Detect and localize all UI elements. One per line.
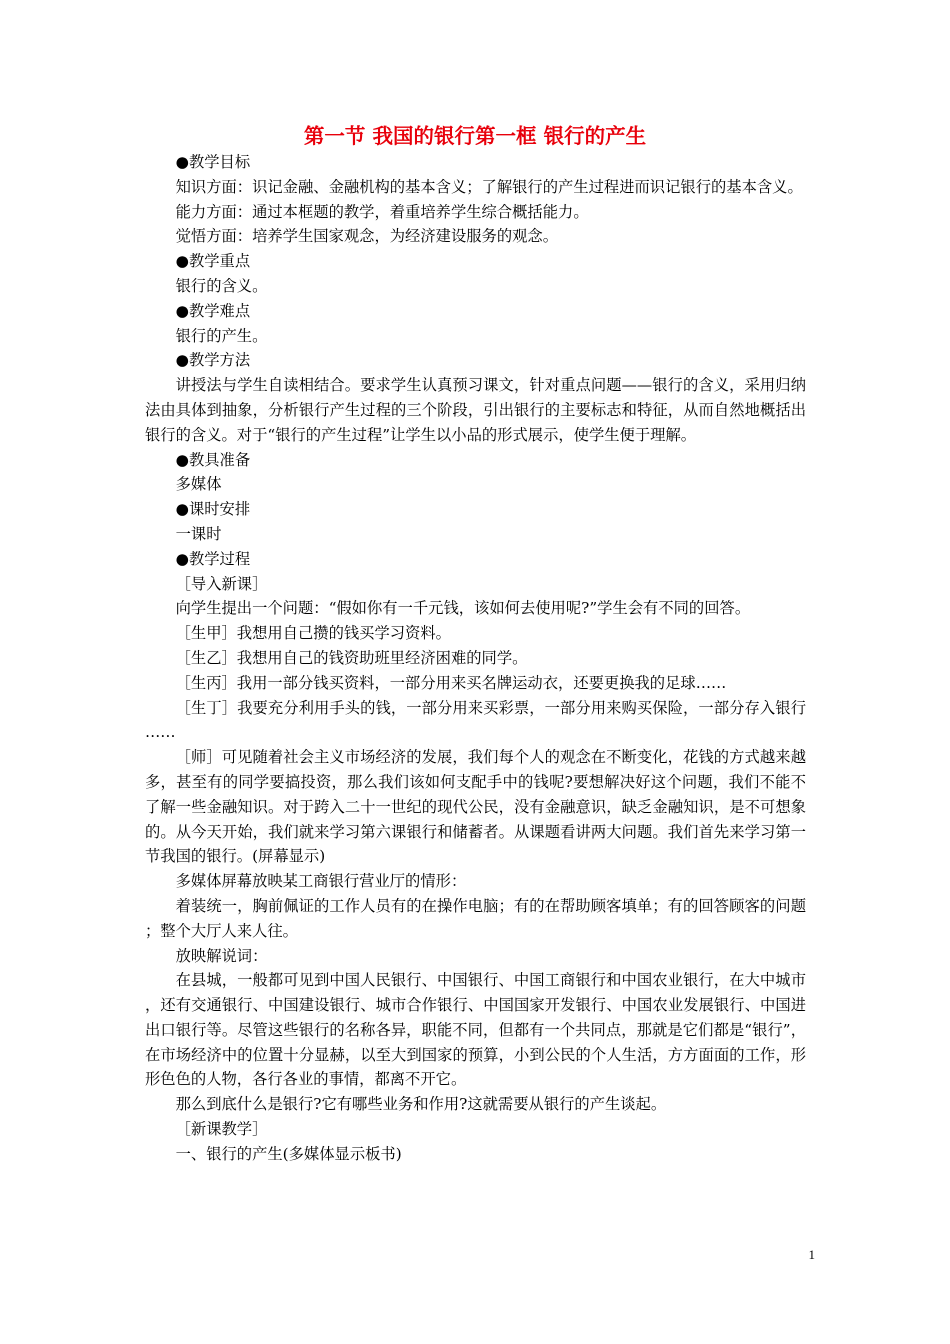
paragraph: 向学生提出一个问题：“假如你有一千元钱，该如何去使用呢?”学生会有不同的回答。 xyxy=(175,599,751,618)
paragraph: ●教具准备 xyxy=(175,450,251,469)
paragraph: ●教学难点 xyxy=(175,301,251,320)
paragraph: 银行的含义。 xyxy=(175,276,268,295)
paragraph: ●教学目标 xyxy=(175,153,251,171)
paragraph: ●课时安排 xyxy=(175,500,251,519)
paragraph: ●教学重点 xyxy=(175,252,251,271)
paragraph: 知识方面：识记金融、金融机构的基本含义；了解银行的产生过程进而识记银行的基本含义。 xyxy=(175,177,803,196)
paragraph: ［生乙］我想用自己的钱资助班里经济困难的同学。 xyxy=(175,648,528,667)
paragraph: ［新课教学］ xyxy=(175,1120,268,1139)
paragraph: ●教学方法 xyxy=(175,351,251,370)
paragraph: 放映解说词： xyxy=(175,946,268,965)
paragraph: ［生丁］我要充分利用手头的钱，一部分用来买彩票，一部分用来购买保险，一部分存入银行…… xyxy=(145,698,806,742)
document-body xyxy=(145,150,806,1167)
paragraph: 那么到底什么是银行?它有哪些业务和作用?这就需要从银行的产生谈起。 xyxy=(175,1095,667,1114)
page-number: 1 xyxy=(808,1247,815,1262)
paragraph: ［生甲］我想用自己攒的钱买学习资料。 xyxy=(175,624,451,643)
paragraph: 着装统一，胸前佩证的工作人员有的在操作电脑；有的在帮助顾客填单；有的回答顾客的问题；整个大厅人来人往。 xyxy=(145,896,806,940)
paragraph: 一、银行的产生(多媒体显示板书) xyxy=(175,1144,402,1163)
paragraph: 讲授法与学生自读相结合。要求学生认真预习课文，针对重点问题——银行的含义，采用归纳法由具体到抽象，分析银行产生过程的三个阶段，引出银行的主要标志和特征，从而自然地概括出银行的含义。对于“银行的产生过程”让学生以小品的形式展示，使学生便于理解。 xyxy=(145,376,806,444)
paragraph: 能力方面：通过本框题的教学，着重培养学生综合概括能力。 xyxy=(175,202,589,221)
paragraph: 多媒体屏幕放映某工商银行营业厅的情形： xyxy=(175,872,467,891)
paragraph: ［师］可见随着社会主义市场经济的发展，我们每个人的观念在不断变化，花钱的方式越来越多，甚至有的同学要搞投资，那么我们该如何支配手中的钱呢?要想解决好这个问题，我们不能不了解一些金融知识。对于跨入二十一世纪的现代公民，没有金融意识，缺乏金融知识，是不可想象的。从今天开始，我们就来学习第六课银行和储蓄者。从课题看讲两大问题。我们首先来学习第一节我国的银行。(屏幕显示) xyxy=(145,748,806,866)
paragraph: 多媒体 xyxy=(175,475,222,494)
paragraph: 银行的产生。 xyxy=(175,326,268,345)
page-title: 第一节 我国的银行第一框 银行的产生 xyxy=(303,124,647,148)
paragraph: ［导入新课］ xyxy=(175,574,268,593)
paragraph: ●教学过程 xyxy=(175,549,251,568)
paragraph: 一课时 xyxy=(175,524,222,543)
paragraph: ［生丙］我用一部分钱买资料，一部分用来买名牌运动衣，还要更换我的足球…… xyxy=(175,673,727,692)
paragraph: 觉悟方面：培养学生国家观念，为经济建设服务的观念。 xyxy=(175,227,559,246)
paragraph: 在县城，一般都可见到中国人民银行、中国银行、中国工商银行和中国农业银行，在大中城市，还有交通银行、中国建设银行、城市合作银行、中国国家开发银行、中国农业发展银行、中国进出口银行等。尽管这些银行的名称各异，职能不同，但都有一个共同点，那就是它们都是“银行”，在市场经济中的位置十分显赫，以至大到国家的预算，小到公民的个人生活，方方面面的工作，形形色色的人物，各行各业的事情，都离不开它。 xyxy=(145,971,806,1089)
